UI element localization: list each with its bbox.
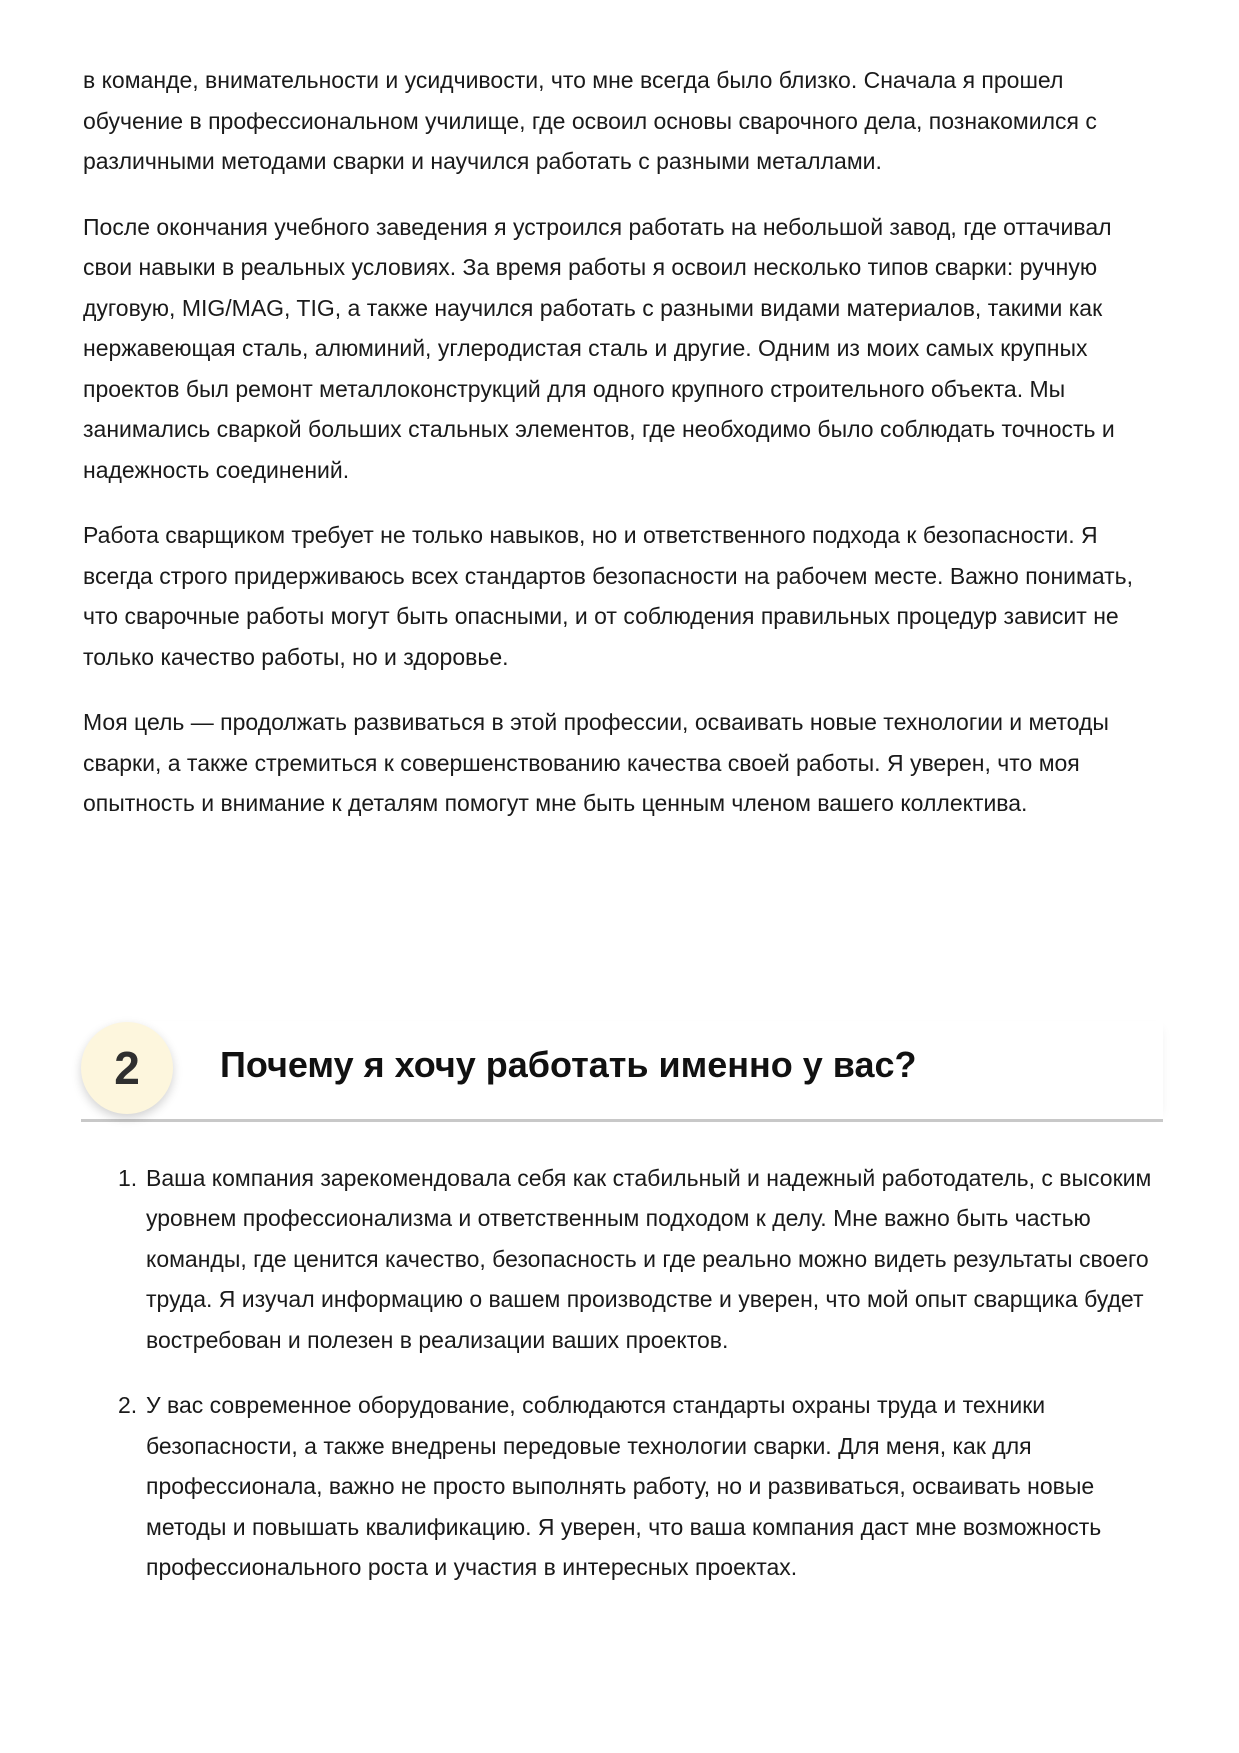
- section-gap: [83, 849, 1163, 1021]
- body-paragraph: в команде, внимательности и усидчивости, что мне всегда было близко. Сначала я прошел обучение в профессиональном училище, где освоил основы сварочного дела, познакомился с различными методами сварки и научился работать с разными металлами.: [83, 67, 1097, 174]
- section-title: Почему я хочу работать именно у вас?: [220, 1043, 917, 1085]
- body-paragraph: Работа сварщиком требует не только навыков, но и ответственного подхода к безопасности. Я всегда строго придерживаюсь всех стандартов безопасности на рабочем месте. Важно понимать, что сварочные работы могут быть опасными, и от соблюдения правильных процедур зависит не только качество работы, но и здоровье.: [83, 522, 1134, 670]
- body-paragraph: После окончания учебного заведения я устроился работать на небольшой завод, где оттачивал свои навыки в реальных условиях. За время работы я освоил несколько типов сварки: ручную дуговую, MIG/MAG, TIG, а также научился работать с разными видами материалов, такими как нержавеющая сталь, алюминий, углеродистая сталь и другие. Одним из моих самых крупных проектов был ремонт металлоконструкций для одного крупного строительного объекта. Мы занимались сваркой больших стальных элементов, где необходимо было соблюдать точность и надежность соединений.: [83, 213, 1115, 483]
- section-number-badge: 2: [81, 1022, 173, 1114]
- reasons-list: [83, 1158, 1163, 1588]
- list-item: [83, 1158, 1163, 1361]
- body-paragraph: Моя цель — продолжать развиваться в этой профессии, осваивать новые технологии и методы сварки, а также стремиться к совершенствованию качества своей работы. Я уверен, что моя опытность и внимание к деталям помогут мне быть ценным членом вашего коллектива.: [83, 709, 1109, 816]
- section-header: [81, 1021, 1163, 1122]
- list-item-number: 1.: [118, 1164, 138, 1191]
- list-item-number: 2.: [118, 1392, 138, 1418]
- list-item: [83, 1385, 1163, 1588]
- list-item-text: Ваша компания зарекомендовала себя как стабильный и надежный работодатель, с высоким уровнем профессионализма и ответственным подходом к делу. Мне важно быть частью команды, где ценится качество, безопасность и где реально можно видеть результаты своего труда. Я изучал информацию о вашем производстве и уверен, что мой опыт сварщика будет востребован и полезен в реализации ваших проектов.: [146, 1164, 1152, 1353]
- list-item-text: У вас современное оборудование, соблюдаются стандарты охраны труда и техники безопасности, а также внедрены передовые технологии сварки. Для меня, как для профессионала, важно не просто выполнять работу, но и развиваться, осваивать новые методы и повышать квалификацию. Я уверен, что ваша компания даст мне возможность профессионального роста и участия в интересных проектах.: [146, 1392, 1102, 1580]
- document-page: [83, 60, 1163, 1613]
